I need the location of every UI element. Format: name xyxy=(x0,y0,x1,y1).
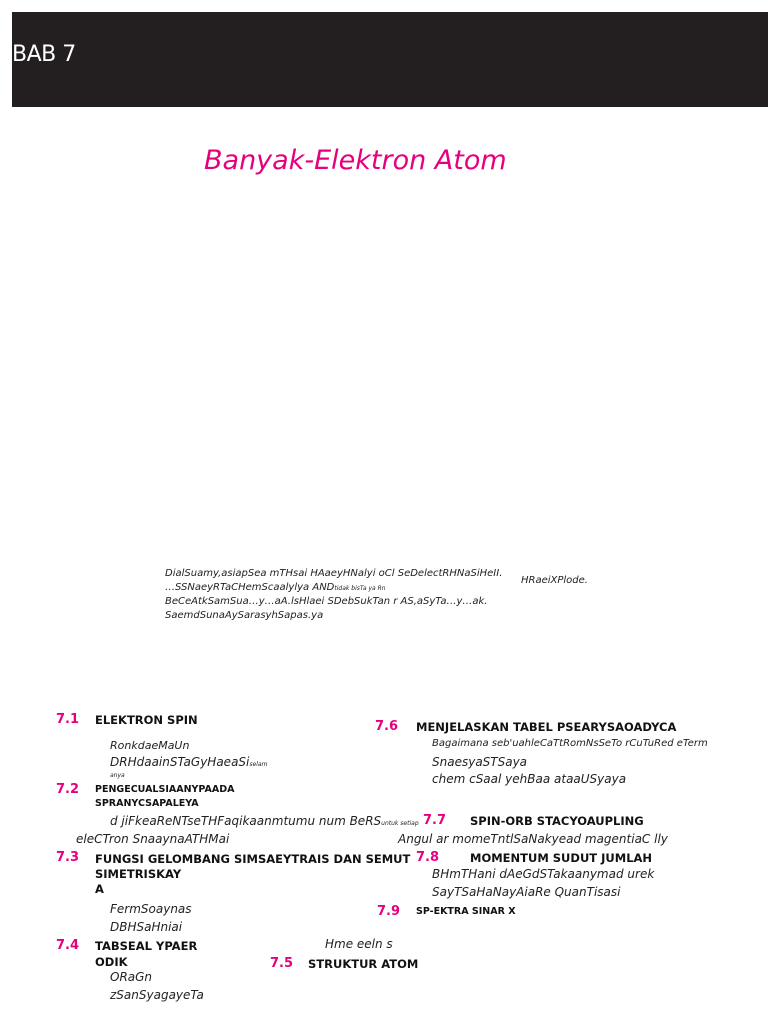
chapter-title: Banyak-Elektron Atom xyxy=(204,145,507,176)
section-subitem: ORaGn xyxy=(110,970,153,984)
section-number: 7.6 xyxy=(375,719,399,734)
section-title: MOMENTUM SUDUT JUMLAH xyxy=(470,851,653,865)
section-number: 7.2 xyxy=(56,782,80,797)
section-title: A xyxy=(95,882,104,896)
subitem-text: DRHdaainSTaGyHaeaSi xyxy=(110,755,250,769)
section-title: SPIN-ORB STACYOAUPLING xyxy=(470,814,644,828)
subitem-small: selam xyxy=(249,761,268,768)
section-subitem: Angul ar momeTntlSaNakyead magentiaC lly xyxy=(398,832,668,846)
chapter-label: BAB 7 xyxy=(12,42,76,67)
section-subitem: RonkdaeMaUn xyxy=(110,739,190,752)
section-number: 7.5 xyxy=(270,956,294,971)
section-subitem: Hme eeln s xyxy=(325,937,393,951)
section-subitem: SnaesyaSTSaya xyxy=(432,755,528,769)
section-subitem: DBHSaHniai xyxy=(110,920,183,934)
section-title: FUNGSI GELOMBANG SIMSAEYTRAIS DAN SEMUT xyxy=(95,852,411,866)
intro-line-3: BeCeAtkSamSua…y…aA.lsHlaei SDebSukTan r AS,aSyTa…y…ak. xyxy=(165,596,488,607)
section-subitem: SayTSaHaNayAiaRe QuanTisasi xyxy=(432,885,621,899)
section-number: 7.9 xyxy=(377,904,401,919)
section-title: TABSEAL YPAER xyxy=(95,939,198,953)
section-title: ELEKTRON SPIN xyxy=(95,713,198,727)
intro-line-4: SaemdSunaAySarasyhSapas.ya xyxy=(165,610,324,621)
intro-line-2-small: tidak bisTa ya Rn xyxy=(334,585,386,592)
section-title: SIMETRISKAY xyxy=(95,867,182,881)
section-subitem: Bagaimana seb'uahleCaTtRomNsSeTo rCuTuRed eTerm xyxy=(432,738,708,749)
section-number: 7.7 xyxy=(423,813,447,828)
section-number: 7.8 xyxy=(416,850,440,865)
section-title: SPRANYCSAPALEYA xyxy=(95,798,199,809)
section-body-text: d jiFkeaReNTseTHFaqikaanmtumu num BeRS xyxy=(110,814,382,828)
section-title: PENGECUALSIAANYPAADA xyxy=(95,784,235,795)
section-subitem: BHmTHani dAeGdSTakaanymad urek xyxy=(432,867,655,881)
chapter-header-bar xyxy=(12,12,768,107)
section-subitem: zSanSyagayeTa xyxy=(110,988,204,1002)
section-title: SP-EKTRA SINAR X xyxy=(416,906,516,917)
intro-line-2-text: …SSNaeyRTaCHemScaalylya AND xyxy=(165,582,335,593)
section-number: 7.1 xyxy=(56,712,80,727)
section-subitem: anya xyxy=(110,772,125,779)
section-subitem: FermSoaynas xyxy=(110,902,192,916)
section-body: eleCTron SnaaynaATHMai xyxy=(76,832,230,846)
section-subitem: chem cSaal yehBaa ataaUSyaya xyxy=(432,772,627,786)
section-subitem xyxy=(110,755,267,769)
section-number: 7.4 xyxy=(56,938,80,953)
intro-line-1: DialSuamy,asiapSea mTHsai HAaeyHNalyi oCl SeDelectRHNaSiHeII. xyxy=(165,568,503,579)
section-number: 7.3 xyxy=(56,850,80,865)
section-title: ODIK xyxy=(95,955,128,969)
section-body-small: untuk setiap xyxy=(381,820,419,827)
intro-line-2 xyxy=(165,582,386,593)
section-title: STRUKTUR ATOM xyxy=(308,957,419,971)
intro-line-1-right: HRaeiXPlode. xyxy=(521,575,588,586)
section-title: MENJELASKAN TABEL PSEARYSAOADYCA xyxy=(416,720,677,734)
section-body xyxy=(110,814,419,828)
